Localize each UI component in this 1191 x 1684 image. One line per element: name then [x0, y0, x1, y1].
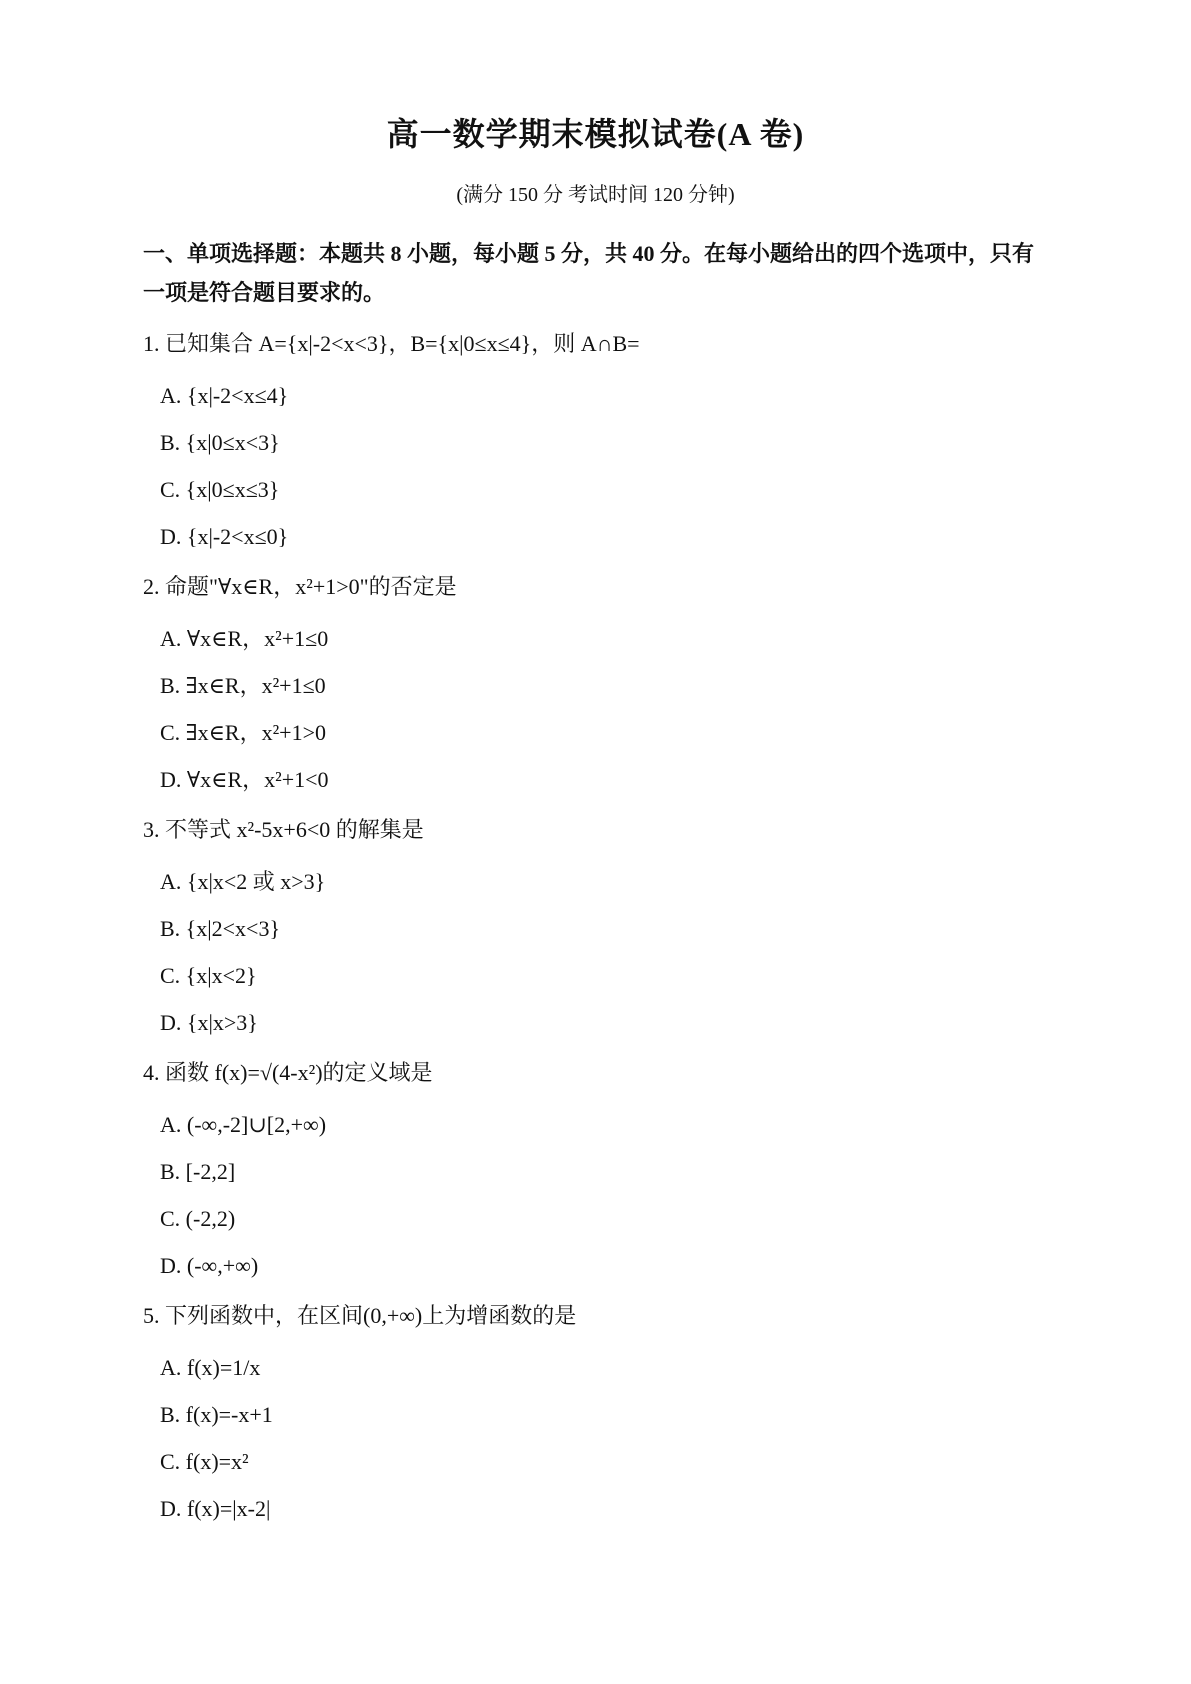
option-list [160, 1109, 1063, 1282]
option-b: B. [-2,2] [160, 1159, 236, 1184]
question-4 [143, 1057, 1063, 1282]
option-a: A. ∀x∈R，x²+1≤0 [160, 626, 329, 651]
option-c: C. ∃x∈R，x²+1>0 [160, 720, 326, 745]
question-list [143, 328, 1063, 1525]
question-stem: 5. 下列函数中，在区间(0,+∞)上为增函数的是 [143, 1303, 577, 1328]
option-list [160, 623, 1063, 796]
question-stem: 1. 已知集合 A={x|-2<x<3}，B={x|0≤x≤4}，则 A∩B= [143, 331, 640, 356]
option-list [160, 380, 1063, 553]
question-5 [143, 1300, 1063, 1525]
page-title: 高一数学期末模拟试卷(A 卷) [386, 116, 805, 152]
option-c: C. {x|0≤x≤3} [160, 477, 280, 502]
option-d: D. {x|-2<x≤0} [160, 524, 289, 549]
exam-info: (满分 150 分 考试时间 120 分钟) [456, 184, 735, 206]
option-a: A. f(x)=1/x [160, 1355, 261, 1380]
option-list [160, 866, 1063, 1039]
question-stem: 3. 不等式 x²-5x+6<0 的解集是 [143, 817, 424, 842]
option-c: C. f(x)=x² [160, 1449, 249, 1474]
option-d: D. (-∞,+∞) [160, 1253, 259, 1278]
option-a: A. {x|-2<x≤4} [160, 383, 289, 408]
option-d: D. {x|x>3} [160, 1010, 258, 1035]
question-2 [143, 571, 1063, 796]
option-c: C. {x|x<2} [160, 963, 257, 988]
option-b: B. {x|2<x<3} [160, 916, 281, 941]
option-c: C. (-2,2) [160, 1206, 236, 1231]
option-b: B. {x|0≤x<3} [160, 430, 280, 455]
option-b: B. ∃x∈R，x²+1≤0 [160, 673, 326, 698]
option-a: A. {x|x<2 或 x>3} [160, 869, 326, 894]
option-list [160, 1352, 1063, 1525]
section-heading: 一、单项选择题：本题共 8 小题，每小题 5 分，共 40 分。在每小题给出的四个选项中，只有一项是符合题目要求的。 [143, 241, 1035, 305]
option-a: A. (-∞,-2]∪[2,+∞) [160, 1112, 327, 1137]
question-stem: 2. 命题"∀x∈R，x²+1>0"的否定是 [143, 574, 457, 599]
option-b: B. f(x)=-x+1 [160, 1402, 273, 1427]
question-stem: 4. 函数 f(x)=√(4-x²)的定义域是 [143, 1060, 433, 1085]
question-1 [143, 328, 1063, 553]
option-d: D. ∀x∈R，x²+1<0 [160, 767, 329, 792]
question-3 [143, 814, 1063, 1039]
option-d: D. f(x)=|x-2| [160, 1496, 271, 1521]
